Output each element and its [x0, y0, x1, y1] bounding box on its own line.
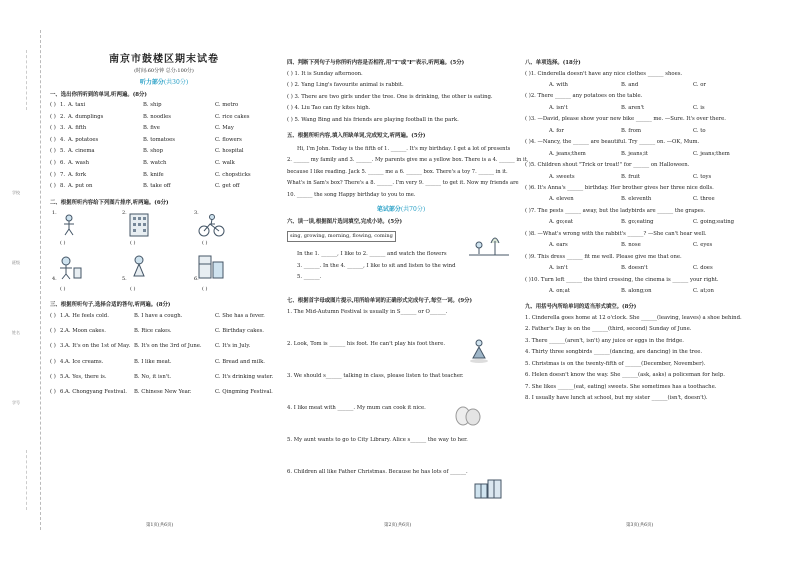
answer-paren: ( ) [130, 240, 136, 247]
question-number: 1. [60, 312, 66, 319]
question-row [50, 160, 278, 172]
question-number: 5. [60, 373, 66, 380]
option-b: B. nose [621, 242, 641, 249]
answer-paren[interactable]: ( ) [50, 113, 56, 120]
picture-number: 4. [52, 276, 57, 283]
question-number: 2. [60, 113, 66, 120]
statement-text: 5. Wang Bing and his friends are playing football in the park. [294, 116, 459, 123]
answer-paren[interactable]: ( ) [287, 116, 295, 123]
statement-text: 2. Yang Ling's favourite animal is rabbit. [294, 82, 404, 88]
sentence-item [287, 309, 515, 341]
option-a: A. on;at [549, 288, 570, 295]
sentence-text: 4. I like meat with ______. My mum can cook it nice. [287, 404, 426, 411]
option-a: A. dumplings [68, 113, 104, 120]
picture-cyclist [196, 212, 226, 238]
option-c: C. toys [693, 173, 712, 180]
answer-paren[interactable]: ( ) [287, 70, 295, 77]
option-c: C. is [693, 104, 705, 111]
passage-line: What's in Sam's box? There's a 8. ______. I'm very 9. ______ to get it. Now my friends are [287, 180, 519, 186]
option-c: C. It's drinking water. [215, 373, 274, 380]
option-a: A. It's on the 1st of May. [65, 343, 131, 350]
option-c: C. hospital [215, 148, 244, 155]
mc-options [525, 219, 757, 230]
fill-sentence: 8. I usually have lunch at school, but my sister ______(isn't, doesn't). [525, 395, 708, 402]
option-c: C. flowers [215, 136, 242, 143]
option-b: B. eleventh [621, 196, 652, 203]
option-b: B. fruit [621, 173, 640, 180]
option-b: B. No, it isn't. [134, 373, 172, 380]
statement-row [287, 94, 515, 106]
answer-paren[interactable]: ( ) [50, 389, 56, 396]
answer-paren[interactable]: ( ) [50, 373, 56, 380]
option-c: C. metro [215, 102, 239, 108]
mc-options [525, 82, 757, 93]
question-row [50, 374, 278, 389]
exam-title: 南京市鼓楼区期末试卷 [109, 54, 219, 65]
picture-skating-child [54, 212, 84, 238]
option-b: B. Chinese New Year. [134, 389, 192, 396]
answer-paren[interactable]: ( ) [50, 102, 56, 108]
mc-options [525, 265, 757, 276]
option-b: B. aren't [621, 104, 645, 111]
option-a: A. Chongyang Festival. [65, 389, 127, 396]
option-a: A. wash [68, 159, 90, 166]
answer-paren[interactable]: ( ) [50, 328, 56, 335]
option-b: B. shop [143, 148, 163, 155]
option-b: B. go;eating [621, 219, 654, 226]
option-c: C. get off [215, 183, 240, 190]
section-1-heading: 一、选出你所听到的单词,听两遍。(8分) [50, 91, 147, 98]
answer-paren[interactable]: ( ) [50, 183, 56, 190]
passage-line: because I like reading. Jack 5. ______ me a 6. ______ box. There's a toy 7. ______ in it. [287, 168, 508, 175]
picture-football-boy [467, 338, 491, 364]
fill-sentence: 6. Helen doesn't know the way. She ______(ask, asks) a policeman for help. [525, 372, 725, 379]
section-4-questions [287, 71, 515, 129]
page-footer: 第1页(共6页) [146, 523, 174, 528]
binding-margin [6, 30, 41, 530]
binding-label: 学号 [12, 400, 20, 405]
question-number: 4. [60, 136, 66, 143]
option-b: B. noodles [143, 113, 171, 120]
cut-line [26, 450, 27, 510]
option-a: A. for [549, 127, 564, 134]
question-number: 4. [60, 358, 66, 365]
option-b: B. jeans;it [621, 150, 648, 157]
mc-question: ( )6. It's Anna's ______ birthday. Her brother gives her three nice dolls. [525, 184, 714, 191]
picture-number: 6. [194, 276, 199, 283]
fill-sentence: 1. Cinderella goes home at 12 o'clock. She ______(leaving, leaves) a shoe behind. [525, 314, 742, 321]
mc-question: ( )9. This dress ______ fit me well. Please give me that one. [525, 253, 682, 260]
binding-label: 班级 [12, 260, 20, 265]
option-c: C. May [215, 125, 234, 132]
option-a: A. Moon cakes. [65, 328, 106, 335]
listening-part-heading: 听力部分(共30分) [139, 79, 189, 86]
statement-text: 4. Liu Tao can fly kites high. [294, 105, 371, 111]
answer-paren[interactable]: ( ) [50, 343, 56, 350]
section-6-body [287, 229, 515, 293]
picture-park-scene [465, 229, 511, 259]
mc-question: ( )8. —What's wrong with the rabbit's ______? —She can't hear well. [525, 230, 707, 237]
option-b: B. and [621, 82, 639, 88]
option-a: A. He feels cold. [65, 312, 109, 319]
mc-question: ( )2. There ______ any potatoes on the table. [525, 93, 643, 100]
answer-paren[interactable]: ( ) [287, 82, 295, 88]
answer-paren[interactable]: ( ) [50, 148, 56, 155]
sentence-item [287, 437, 515, 469]
sentence-item [287, 373, 515, 405]
option-a: A. cinema [68, 148, 95, 155]
option-a: A. jeans;them [549, 150, 586, 157]
fill-sentence: 7. She likes ______(eat, eating) sweets. She sometimes has a toothache. [525, 383, 717, 390]
answer-paren: ( ) [202, 240, 208, 247]
option-b: B. ship [143, 102, 162, 108]
statement-text: 3. There are two girls under the tree. One is drinking, the other is eating. [294, 93, 493, 100]
question-number: 3. [60, 343, 66, 350]
fill-sentence: 5. Christmas is on the twenty-fifth of ______(December, November). [525, 360, 706, 367]
passage-line: Hi, I'm John. Today is the fifth of 1. ______. It's my birthday. I get a lot of presents [297, 145, 511, 152]
picture-number: 2. [122, 210, 127, 217]
fill-sentence: 2. Father's Day is on the ______(third, second) Sunday of June. [525, 326, 692, 333]
picture-gift-boxes [473, 472, 503, 500]
option-c: C. Birthday cakes. [215, 328, 264, 335]
option-a: A. fork [68, 171, 87, 178]
answer-paren[interactable]: ( ) [50, 125, 56, 132]
picture-number: 5. [122, 276, 127, 283]
mc-question: ( )5. Children shout "Trick or treat!" for ______ on Halloween. [525, 162, 690, 169]
answer-paren[interactable]: ( ) [50, 358, 56, 365]
mc-question: ( )1. Cinderella doesn't have any nice clothes ______ shoes. [525, 70, 683, 77]
section-9-heading: 九、用括号内所给单词的适当形式填空。(8分) [525, 304, 637, 311]
poem-text [297, 249, 455, 284]
poem-line: 5. ______. [297, 274, 322, 280]
option-a: A. isn't [549, 265, 568, 272]
sentence-text: 3. We should s______ talking in class, please listen to that teacher. [287, 372, 464, 379]
answer-paren[interactable]: ( ) [287, 93, 295, 100]
option-b: B. It's on the 3rd of June. [134, 343, 202, 350]
option-c: C. It's in July. [215, 343, 251, 350]
poem-line: 3. ______. In the 4. ______, I like to sit and listen to the wind [297, 262, 456, 269]
option-c: C. or [693, 82, 706, 88]
section-7-heading: 七、根据首字母或图片提示,用所给单词的正确形式完成句子,每空一词。(9分) [287, 298, 473, 304]
picture-number: 3. [194, 210, 199, 217]
option-c: C. rice cakes [215, 113, 250, 120]
answer-paren[interactable]: ( ) [287, 105, 295, 111]
question-row [50, 102, 278, 114]
section-9-questions [525, 315, 757, 407]
fill-sentence: 3. There ______(aren't, isn't) any juice or eggs in the fridge. [525, 337, 684, 344]
picture-girl [124, 254, 154, 280]
option-b: B. doesn't [621, 265, 648, 272]
option-c: C. going;eating [693, 219, 735, 226]
sentence-text: 6. Children all like Father Christmas. Because he has lots of ______. [287, 468, 468, 475]
question-row [50, 148, 278, 160]
section-5-heading: 五、根据所听内容,填入所缺单词,完成短文,听两遍。(5分) [287, 133, 426, 139]
option-c: C. to [693, 127, 706, 134]
statement-row [287, 105, 515, 117]
option-c: C. She has a fever. [215, 312, 265, 319]
answer-paren[interactable]: ( ) [50, 136, 56, 143]
option-a: A. potatoes [68, 136, 99, 143]
statement-row [287, 117, 515, 129]
passage-line: 10. ______ the song Happy birthday to you to me. [287, 191, 416, 198]
question-row [50, 313, 278, 328]
question-row [50, 114, 278, 126]
section-1-questions [50, 102, 278, 195]
statement-row [287, 71, 515, 83]
fill-sentence: 4. Thirty three songbirds ______(dancing, are dancing) in the tree. [525, 349, 703, 356]
picture-eggs [453, 404, 483, 426]
question-number: 2. [60, 328, 66, 335]
column-page-2 [287, 60, 529, 501]
option-c: C. does [693, 265, 713, 272]
option-a: A. sweets [549, 173, 575, 180]
option-c: C. jeans;them [693, 150, 730, 157]
exam-meta: (时间:60分钟 总分:100分) [134, 67, 194, 74]
answer-paren[interactable]: ( ) [50, 159, 56, 166]
binding-label: 姓名 [12, 330, 20, 335]
question-number: 1. [60, 102, 66, 108]
section-2-pictures [50, 210, 278, 297]
page-footer: 第3页(共6页) [626, 523, 654, 528]
section-3-heading: 三、根据所听句子,选择合适的答句,听两遍。(8分) [50, 302, 171, 309]
question-number: 8. [60, 183, 66, 190]
section-4-heading: 四、判断下列句子与你所听内容是否相符,用"T"或"F"表示,听两遍。(5分) [287, 60, 465, 66]
question-row [50, 172, 278, 184]
option-b: B. along;on [621, 288, 652, 295]
question-row [50, 328, 278, 343]
statement-text: 1. It is Sunday afternoon. [294, 70, 363, 77]
word-box: sing, growing, morning, flowing, coming [287, 231, 396, 242]
option-a: A. isn't [549, 104, 568, 111]
mc-options [525, 105, 757, 116]
answer-paren: ( ) [60, 240, 66, 247]
writing-part-heading: 笔试部分(共70分) [376, 206, 426, 213]
sentence-text: 1. The Mid-Autumn Festival is usually in S______ or O______. [287, 308, 448, 315]
option-b: B. take off [143, 183, 171, 190]
picture-fridge [196, 254, 226, 280]
option-b: B. knife [143, 171, 164, 178]
answer-paren: ( ) [60, 286, 66, 293]
question-row [50, 343, 278, 358]
answer-paren[interactable]: ( ) [50, 312, 56, 319]
question-number: 5. [60, 148, 66, 155]
column-page-3 [525, 60, 757, 407]
mc-options [525, 151, 757, 162]
passage-line: 2. ______ my family and 3. ______. My parents give me a yellow box. There is a 4. ______ in it, [287, 157, 529, 163]
section-6-heading: 六、读一读,根据图片选词填空,完成小诗。(5分) [287, 218, 403, 225]
mc-question: ( )7. The pests ______ away, but the ladybirds are ______ the grapes. [525, 207, 706, 214]
option-c: C. eyes [693, 242, 713, 249]
question-number: 6. [60, 389, 66, 396]
option-b: B. watch [143, 159, 167, 166]
question-row [50, 137, 278, 149]
section-5-passage [287, 144, 529, 202]
cut-line [26, 50, 27, 110]
question-row [50, 389, 278, 404]
option-b: B. Rice cakes. [134, 328, 172, 335]
section-3-questions [50, 313, 278, 405]
page-footer: 第2页(共6页) [384, 523, 412, 528]
question-number: 6. [60, 159, 66, 166]
option-c: C. Bread and milk. [215, 358, 265, 365]
mc-question: ( )4. —Nancy, the ______ are beautiful. Try ______ on. —OK, Mum. [525, 139, 700, 146]
option-a: A. Yes, there is. [65, 373, 107, 380]
answer-paren: ( ) [202, 286, 208, 293]
option-a: A. put on [68, 183, 93, 190]
answer-paren[interactable]: ( ) [50, 171, 56, 178]
binding-label: 学校 [12, 190, 20, 195]
mc-options [525, 128, 757, 139]
question-row [50, 359, 278, 374]
sentence-text: 5. My aunt wants to go to City Library. Alice s______ the way to her. [287, 436, 468, 443]
option-a: A. taxi [68, 102, 86, 108]
question-row [50, 125, 278, 137]
question-row [50, 183, 278, 195]
option-a: A. eleven [549, 196, 574, 203]
option-b: B. I like meat. [134, 358, 172, 365]
picture-sick-child [54, 254, 84, 280]
option-a: A. with [549, 82, 568, 88]
mc-options [525, 242, 757, 253]
mc-options [525, 196, 757, 207]
mc-question: ( )3. —David, please show your new bike ______ me. —Sure. It's over there. [525, 116, 726, 123]
option-c: C. three [693, 196, 715, 203]
option-b: B. tomatoes [143, 136, 175, 143]
option-a: A. Ice creams. [65, 358, 104, 365]
option-a: A. ears [549, 242, 568, 249]
statement-row [287, 82, 515, 94]
section-2-heading: 二、根据所听内容给下列图片排序,听两遍。(6分) [50, 199, 169, 206]
section-8-questions [525, 71, 757, 300]
option-b: B. from [621, 127, 641, 134]
option-b: B. I have a cough. [134, 312, 183, 319]
option-b: B. five [143, 125, 160, 132]
picture-building [124, 212, 154, 238]
sentence-text: 2. Look, Tom is ______ his foot. He can't play his foot there. [287, 340, 446, 347]
mc-options [525, 288, 757, 299]
option-a: A. go;eat [549, 219, 573, 226]
picture-number: 1. [52, 210, 57, 217]
answer-paren: ( ) [130, 286, 136, 293]
option-c: C. walk [215, 159, 235, 166]
option-a: A. fifth [68, 125, 87, 132]
question-number: 7. [60, 171, 66, 178]
poem-line: In the 1. ______, I like to 2. ______ and watch the flowers [297, 251, 447, 257]
option-c: C. chopsticks [215, 171, 251, 178]
option-c: C. Qingming Festival. [215, 389, 273, 396]
mc-options [525, 174, 757, 185]
section-8-heading: 八、单项选择。(18分) [525, 60, 581, 66]
option-c: C. at;on [693, 288, 714, 295]
question-number: 3. [60, 125, 66, 132]
mc-question: ( )10. Turn left ______ the third crossing, the cinema is ______ your right. [525, 276, 719, 283]
column-page-1 [50, 48, 278, 405]
